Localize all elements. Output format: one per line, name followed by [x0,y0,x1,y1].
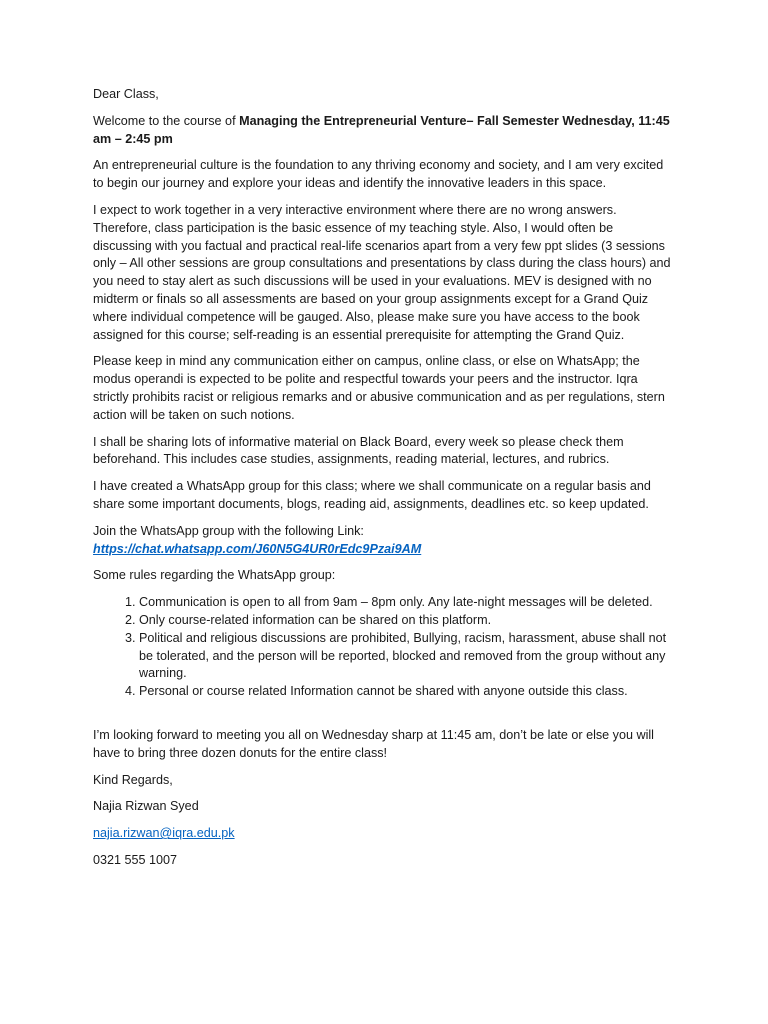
intro-paragraph [93,113,675,149]
join-text: Join the WhatsApp group with the following Link: [93,523,364,538]
communication-paragraph: Please keep in mind any communication either on campus, online class, or else on WhatsApp; the modus operandi is expected to be polite and respectful towards your peers and the instructor. Iqra strictly prohibits racist or religious remarks and or abusive communication and as per regulations, stern action will be taken on such notions. [93,354,665,422]
letter-body [93,86,675,879]
greeting: Dear Class, [93,87,159,101]
closing-paragraph: I’m looking forward to meeting you all on Wednesday sharp at 11:45 am, don’t be late or else you will have to bring three dozen donuts for the entire class! [93,727,654,760]
sender-email-line [93,825,675,843]
expectations-paragraph: I expect to work together in a very interactive environment where there are no wrong answers. Therefore, class participation is the basic essence of my teaching style. Also, I would often be discussing with you factual and practical real-life scenarios apart from a very few ppt slides (3 sessions only – All other sessions are group consultations and presentations by class during the class hours) and you need to stay alert as such discussions will be used in your evaluations. MEV is designed with no midterm or finals so all assessments are based on your group assignments except for a Grand Quiz where individual competence will be gauged. Also, please make sure you have access to the book assigned for this course; self-reading is an essential prerequisite for attempting the Grand Quiz. [93,202,671,342]
course-title: Managing the Entrepreneurial Venture– Fall Semester Wednesday, 11:45 am – 2:45 pm [93,113,670,146]
rules-list [93,594,675,701]
intro-prefix: Welcome to the course of [93,113,240,128]
blank-line [93,710,675,727]
blackboard-paragraph: I shall be sharing lots of informative material on Black Board, every week so please check them beforehand. This includes case studies, assignments, reading material, lectures, and rubrics. [93,434,624,467]
sender-email-link[interactable]: najia.rizwan@iqra.edu.pk [93,826,235,841]
sender-phone: 0321 555 1007 [93,852,178,867]
rule-item: 4. Personal or course related Information cannot be shared with anyone outside this class. [139,683,675,701]
signoff: Kind Regards, [93,772,173,787]
rules-heading: Some rules regarding the WhatsApp group: [93,568,336,583]
sender-name: Najia Rizwan Syed [93,799,199,814]
culture-paragraph: An entrepreneurial culture is the foundation to any thriving economy and society, and I am very excited to begin our journey and explore your ideas and identify the innovative leaders in this space. [93,158,664,191]
whatsapp-paragraph: I have created a WhatsApp group for this class; where we shall communicate on a regular basis and share some important documents, blogs, reading aid, assignments, deadlines etc. so keep updated. [93,479,651,511]
rule-item: 3. Political and religious discussions are prohibited, Bullying, racism, harassment, abuse shall not be tolerated, and the person will be reported, blocked and removed from the group without any warning. [139,630,675,683]
whatsapp-group-link[interactable]: https://chat.whatsapp.com/J60N5G4UR0rEdc9Pzai9AM [93,541,422,556]
rule-item: 2. Only course-related information can be shared on this platform. [139,612,675,630]
rule-item: 1. Communication is open to all from 9am – 8pm only. Any late-night messages will be deleted. [139,594,675,612]
join-paragraph [93,523,675,559]
